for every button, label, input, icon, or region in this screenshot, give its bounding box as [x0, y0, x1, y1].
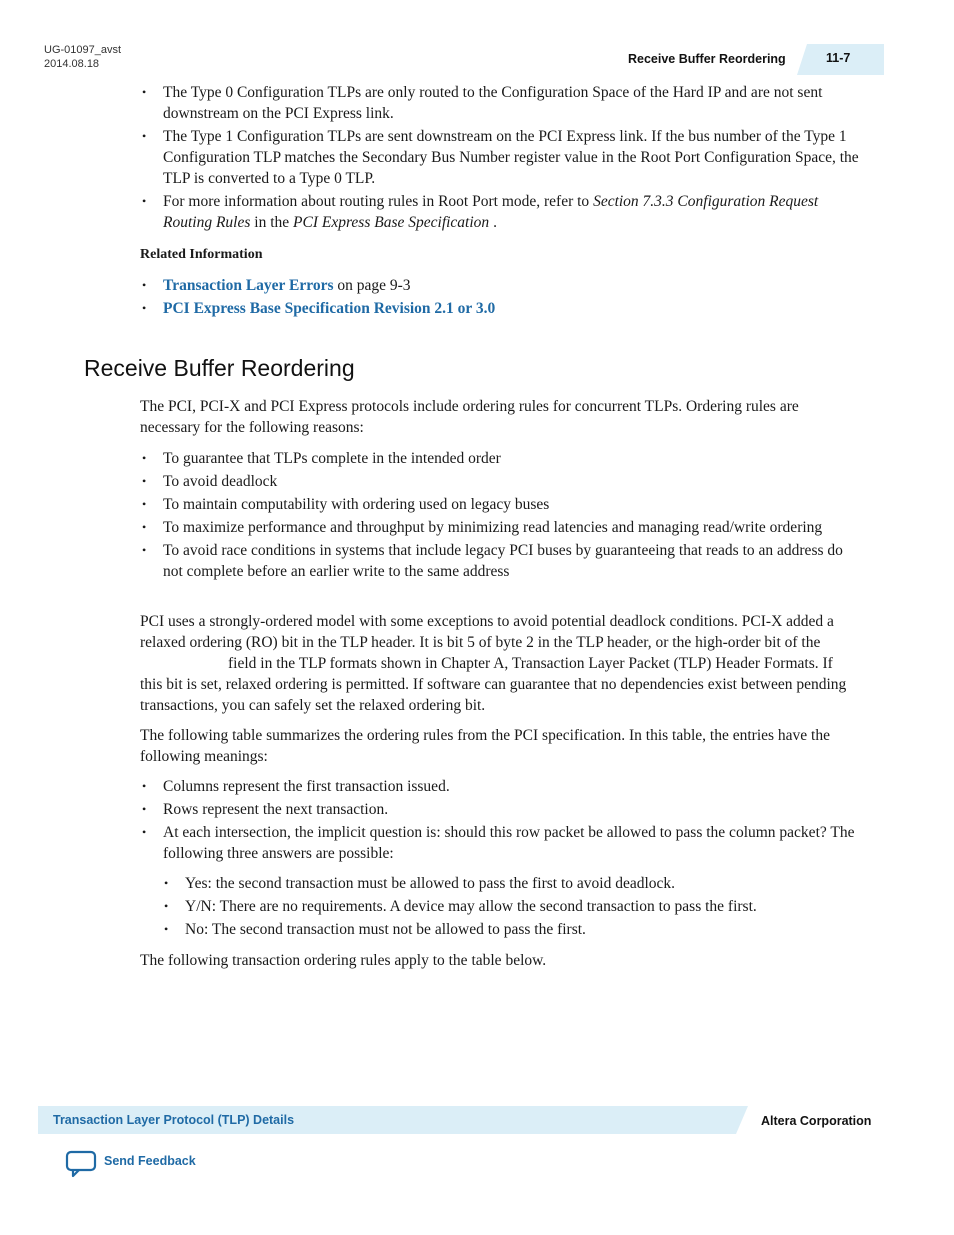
- related-links-list: [140, 275, 860, 321]
- list-item: • To maintain computability with ordering used on legacy buses: [140, 494, 860, 515]
- running-section-title: Receive Buffer Reordering: [628, 52, 786, 66]
- list-item: • To avoid deadlock: [140, 471, 860, 492]
- list-item: • At each intersection, the implicit question is: should this row packet be allowed to pass the column packet? The following three answers are possible:: [140, 822, 860, 864]
- feedback-bubble-icon[interactable]: [65, 1150, 97, 1178]
- routing-section-ref: Section 7.3.3 Configuration Request Routing Rules: [163, 193, 819, 231]
- meanings-list: [140, 776, 860, 866]
- routing-text-post: .: [489, 214, 497, 231]
- footer-chapter-title: Transaction Layer Protocol (TLP) Details: [53, 1113, 295, 1127]
- list-item: • To avoid race conditions in systems that include legacy PCI buses by guaranteeing that reads to an address do not complete before an earlier write to the same address: [140, 540, 860, 582]
- routing-spec-ref: PCI Express Base Specification: [293, 214, 490, 231]
- routing-text-pre: For more information about routing rules in Root Port mode, refer to: [163, 193, 594, 210]
- doc-header-meta: [44, 43, 121, 71]
- list-item: [140, 298, 860, 319]
- reasons-list: [140, 448, 860, 584]
- table-intro-paragraph: The following table summarizes the ordering rules from the PCI specification. In this table, the entries have the following meanings:: [140, 727, 830, 765]
- send-feedback-link[interactable]: Send Feedback: [104, 1154, 196, 1168]
- list-item: [140, 275, 860, 296]
- answers-list: [162, 873, 862, 942]
- list-item: • Yes: the second transaction must be allowed to pass the first to avoid deadlock.: [162, 873, 862, 894]
- footer-company: Altera Corporation: [761, 1114, 872, 1128]
- list-item: • The Type 1 Configuration TLPs are sent downstream on the PCI Express link. If the bus number of the Type 1 Configuration TLP matches the Secondary Bus Number register value in the Root Port Configuration Space, the TLP is converted to a Type 0 TLP.: [140, 126, 860, 189]
- doc-date: 2014.08.18: [44, 58, 100, 70]
- routing-text-mid: in the: [250, 214, 294, 231]
- doc-id: UG-01097_avst: [44, 44, 122, 56]
- section-heading: Receive Buffer Reordering: [84, 355, 355, 381]
- list-item: • Rows represent the next transaction.: [140, 799, 860, 820]
- list-item: • No: The second transaction must not be allowed to pass the first.: [162, 919, 862, 940]
- closing-paragraph: The following transaction ordering rules apply to the table below.: [140, 952, 547, 969]
- link-transaction-layer-errors[interactable]: Transaction Layer Errors: [163, 277, 334, 294]
- pci-para-part-a: PCI uses a strongly-ordered model with some exceptions to avoid potential deadlock conditions. PCI-X added a relaxed ordering (RO) bit in the TLP header. It is bit 5 of byte 2 in the TLP header, or the high-order bit of the: [140, 613, 834, 651]
- list-item: • To maximize performance and throughput by minimizing read latencies and managing read/write ordering: [140, 517, 860, 538]
- pci-ordering-paragraph: [140, 611, 855, 716]
- list-item: • Y/N: There are no requirements. A device may allow the second transaction to pass the first.: [162, 896, 862, 917]
- routing-bullet-list: [140, 82, 860, 235]
- intro-paragraph: The PCI, PCI-X and PCI Express protocols include ordering rules for concurrent TLPs. Ordering rules are necessary for the following reasons:: [140, 398, 799, 436]
- list-item: • The Type 0 Configuration TLPs are only routed to the Configuration Space of the Hard IP and are not sent downstream on the PCI Express link.: [140, 82, 860, 124]
- list-item: [140, 191, 860, 233]
- link-pci-express-spec[interactable]: PCI Express Base Specification Revision 2.1 or 3.0: [163, 300, 496, 317]
- list-item: • To guarantee that TLPs complete in the intended order: [140, 448, 860, 469]
- related-info-heading: Related Information: [140, 247, 263, 262]
- page-number: 11-7: [826, 51, 851, 65]
- pci-para-part-b: field in the TLP formats shown in Chapter A, Transaction Layer Packet (TLP) Header Formats. If this bit is set, relaxed ordering is permitted. If software can guarantee that no dependencies exist between pending transactions, you can safely set the relaxed ordering bit.: [140, 655, 847, 714]
- list-item: • Columns represent the first transaction issued.: [140, 776, 860, 797]
- link-page-ref: on page 9-3: [333, 277, 411, 294]
